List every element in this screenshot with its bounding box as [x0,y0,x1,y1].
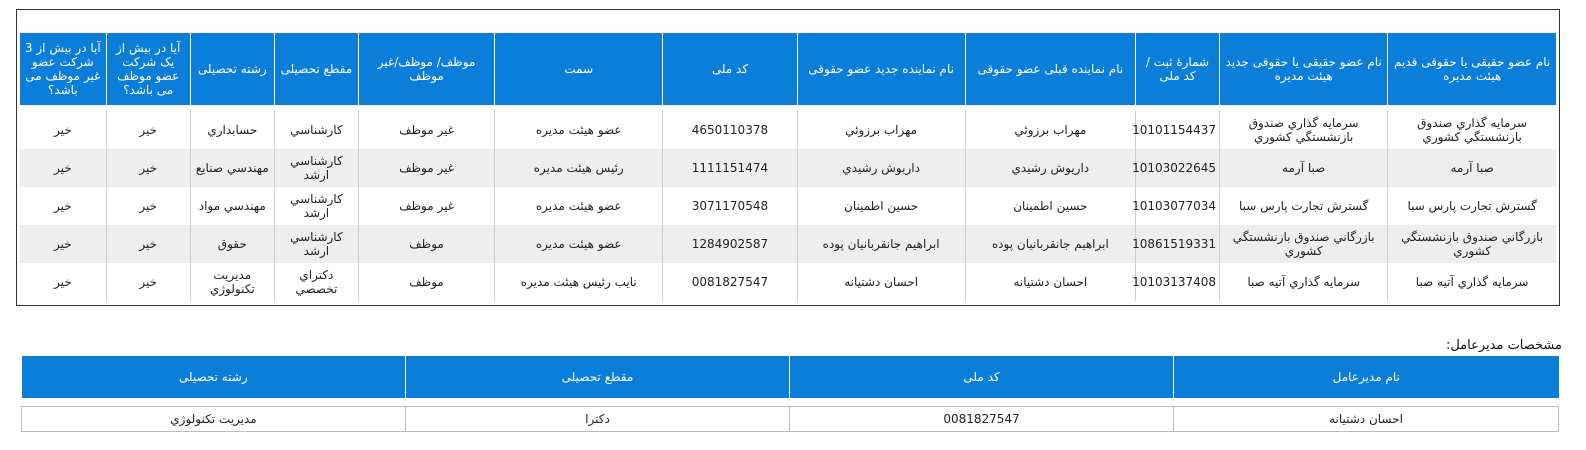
cell-previous-representative: داريوش رشيدي [965,149,1135,187]
header-ceo-national-id: کد ملی [790,356,1174,398]
cell-registration-id: 10861519331 [1135,225,1219,263]
cell-executive-status: موظف [358,225,494,263]
cell-ceo-field-of-study: مديريت تكنولوژي [22,407,406,432]
cell-new-representative: حسين اطمينان [797,187,965,225]
cell-old-member: صبا آرمه [1388,149,1556,187]
header-position: سمت [495,33,663,105]
cell-previous-representative: احسان دشتيانه [965,263,1135,301]
cell-executive-multiple: خیر [106,225,190,263]
cell-new-member: صبا آرمه [1220,149,1388,187]
header-ceo-degree: مقطع تحصیلی [406,356,790,398]
table-row [20,187,1556,225]
cell-previous-representative: مهراب برزوئي [965,111,1135,149]
cell-new-member: سرمايه گذاري صندوق بازنشستگي كشوري [1220,111,1388,149]
cell-new-member: سرمايه گذاري آتيه صبا [1220,263,1388,301]
header-field-of-study: رشته تحصیلی [190,33,274,105]
cell-executive-status: غیر موظف [358,149,494,187]
header-executive-multiple: آیا در بیش از یک شرکت عضو موظف می باشد؟ [106,33,190,105]
cell-degree: دكتراي تخصصي [274,263,358,301]
header-new-member: نام عضو حقیقی یا حقوقی جدید هیئت مدیره [1220,33,1388,105]
cell-field-of-study: حقوق [190,225,274,263]
board-of-directors-table [20,33,1556,301]
cell-executive-status: غیر موظف [358,111,494,149]
cell-nonexecutive-multiple: خیر [53,199,72,213]
ceo-row [22,407,1559,432]
table-row [20,111,1556,149]
cell-position: عضو هيئت مديره [495,225,663,263]
cell-executive-status: موظف [358,263,494,301]
cell-national-id: 4650110378 [663,111,797,149]
cell-position: نايب رئيس هيئت مديره [495,263,663,301]
header-previous-representative: نام نماینده قبلی عضو حقوقی [965,33,1135,105]
cell-new-representative: احسان دشتيانه [797,263,965,301]
header-old-member: نام عضو حقیقی یا حقوقی قدیم هیئت مدیره [1388,33,1556,105]
cell-national-id: 3071170548 [663,187,797,225]
cell-position: عضو هيئت مديره [495,187,663,225]
header-registration-id: شمارۀ ثبت / کد ملی [1135,33,1219,105]
table-row [20,263,1556,301]
cell-executive-status: غیر موظف [358,187,494,225]
table-row [20,225,1556,263]
cell-new-member: بازرگاني صندوق بازنشستگي كشوري [1220,225,1388,263]
cell-executive-multiple: خیر [106,263,190,301]
header-nonexecutive-multiple: آیا در بیش از 3 شرکت عضو غیر موظف می باشد؟ [20,33,106,105]
cell-field-of-study: حسابداري [190,111,274,149]
cell-old-member: گسترش تجارت پارس سبا [1388,187,1556,225]
ceo-header-row [22,356,1559,398]
cell-old-member: سرمايه گذاري صندوق بازنشستگي كشوري [1388,111,1556,149]
cell-old-member: سرمايه گذاري آتيه صبا [1388,263,1556,301]
cell-new-member: گسترش تجارت پارس سبا [1220,187,1388,225]
cell-ceo-name: احسان دشتيانه [1174,407,1559,432]
cell-national-id: 1284902587 [663,225,797,263]
header-degree: مقطع تحصیلی [274,33,358,105]
table-row [20,149,1556,187]
cell-national-id: 0081827547 [663,263,797,301]
cell-national-id: 1111151474 [663,149,797,187]
cell-new-representative: داريوش رشيدي [797,149,965,187]
cell-previous-representative: حسين اطمينان [965,187,1135,225]
cell-registration-id: 10101154437 [1135,111,1219,149]
cell-degree: كارشناسي ارشد [274,187,358,225]
header-ceo-field-of-study: رشته تحصیلی [22,356,406,398]
ceo-section-title: مشخصات مدیرعامل: [1445,338,1562,353]
header-ceo-name: نام مدیرعامل [1174,356,1559,398]
cell-field-of-study: مديريت تكنولوژي [190,263,274,301]
cell-executive-multiple: خیر [106,111,190,149]
header-national-id: کد ملی [663,33,797,105]
board-header-row [20,33,1556,105]
cell-executive-multiple: خیر [106,149,190,187]
cell-nonexecutive-multiple: خیر [53,123,72,137]
header-new-representative: نام نماینده جدید عضو حقوقی [797,33,965,105]
cell-registration-id: 10103137408 [1135,263,1219,301]
cell-old-member: بازرگاني صندوق بازنشستگي كشوري [1388,225,1556,263]
cell-ceo-national-id: 0081827547 [790,407,1174,432]
cell-nonexecutive-multiple: خیر [20,149,106,187]
ceo-table [21,356,1559,432]
cell-new-representative: مهراب برزوئي [797,111,965,149]
cell-previous-representative: ابراهيم جانقربانيان پوده [965,225,1135,263]
cell-field-of-study: مهندسي مواد [190,187,274,225]
board-of-directors-panel [16,9,1560,306]
cell-position: عضو هيئت مديره [495,111,663,149]
cell-registration-id: 10103077034 [1135,187,1219,225]
cell-degree: كارشناسي ارشد [274,149,358,187]
cell-nonexecutive-multiple: خیر [20,225,106,263]
cell-ceo-degree: دكترا [406,407,790,432]
cell-field-of-study: مهندسي صنايع [190,149,274,187]
cell-registration-id: 10103022645 [1135,149,1219,187]
cell-executive-multiple: خیر [106,187,190,225]
cell-nonexecutive-multiple: خیر [53,275,72,289]
header-executive-status: موظف/ موظف/غیر موظف [358,33,494,105]
cell-degree: كارشناسي [274,111,358,149]
cell-degree: كارشناسي ارشد [274,225,358,263]
cell-position: رئيس هيئت مديره [495,149,663,187]
cell-new-representative: ابراهيم جانقربانيان پوده [797,225,965,263]
